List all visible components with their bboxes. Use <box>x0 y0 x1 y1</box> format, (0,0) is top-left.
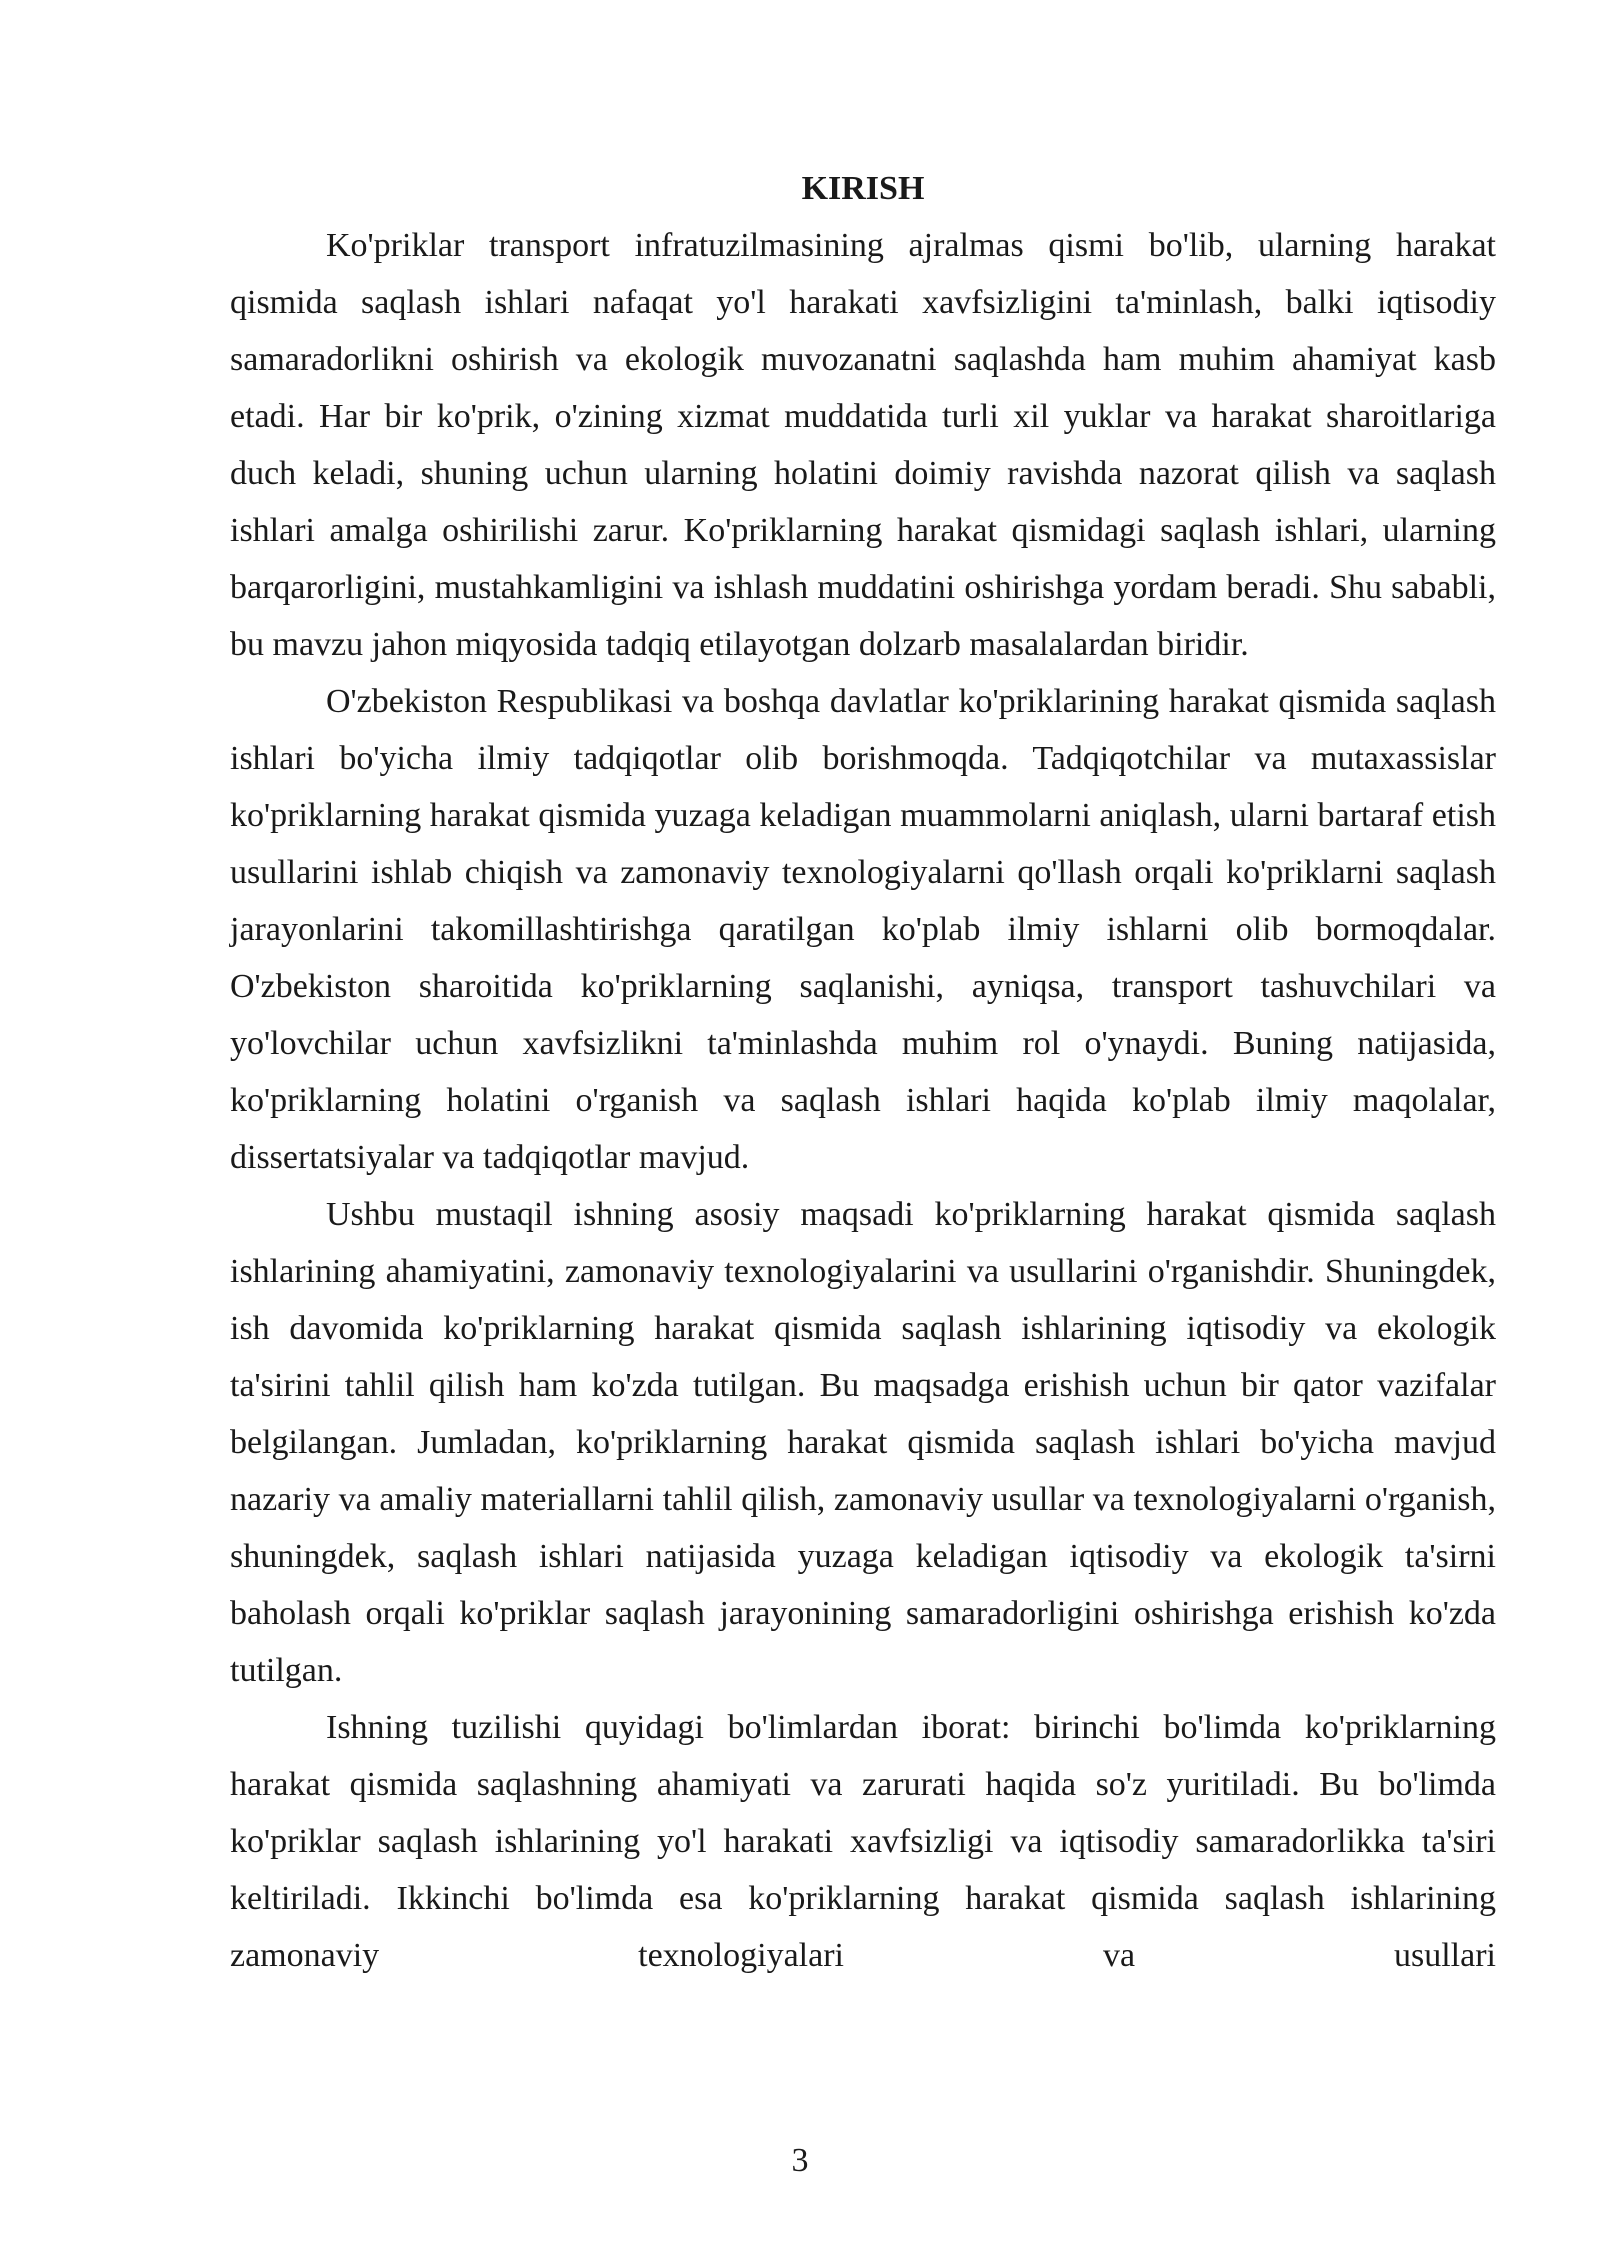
paragraph-4: Ishning tuzilishi quyidagi bo'limlardan iborat: birinchi bo'limda ko'priklarning harakat qismida saqlashning ahamiyati va zarurati haqida so'z yuritiladi. Bu bo'limda ko'priklar saqlash ishlarining yo'l harakati xavfsizligi va iqtisodiy samaradorlikka ta'siri keltiriladi. Ikkinchi bo'limda esa ko'priklarning harakat qismida saqlash ishlarining zamonaviy texnologiyalari va usullari <box>230 1709 1496 1974</box>
paragraph-2: O'zbekiston Respublikasi va boshqa davlatlar ko'priklarining harakat qismida saqlash ishlari bo'yicha ilmiy tadqiqotlar olib borishmoqda. Tadqiqotchilar va mutaxassislar ko'priklarning harakat qismida yuzaga keladigan muammolarni aniqlash, ularni bartaraf etish usullarini ishlab chiqish va zamonaviy texnologiyalarni qo'llash orqali ko'priklarni saqlash jarayonlarini takomillashtirishga qaratilgan ko'plab ilmiy ishlarni olib bormoqdalar. O'zbekiston sharoitida ko'priklarning saqlanishi, ayniqsa, transport tashuvchilari va yo'lovchilar uchun xavfsizlikni ta'minlashda muhim rol o'ynaydi. Buning natijasida, ko'priklarning holatini o'rganish va saqlash ishlari haqida ko'plab ilmiy maqolalar, dissertatsiyalar va tadqiqotlar mavjud. <box>230 683 1496 1176</box>
page-number: 3 <box>791 2142 809 2179</box>
document-title: KIRISH <box>801 170 925 207</box>
document-page <box>230 160 1496 1984</box>
paragraph-1: Ko'priklar transport infratuzilmasining ajralmas qismi bo'lib, ularning harakat qismida saqlash ishlari nafaqat yo'l harakati xavfsizligini ta'minlash, balki iqtisodiy samaradorlikni oshirish va ekologik muvozanatni saqlashda ham muhim ahamiyat kasb etadi. Har bir ko'prik, o'zining xizmat muddatida turli xil yuklar va harakat sharoitlariga duch keladi, shuning uchun ularning holatini doimiy ravishda nazorat qilish va saqlash ishlari amalga oshirilishi zarur. Ko'priklarning harakat qismidagi saqlash ishlari, ularning barqarorligini, mustahkamligini va ishlash muddatini oshirishga yordam beradi. Shu sababli, bu mavzu jahon miqyosida tadqiq etilayotgan dolzarb masalalardan biridir. <box>230 227 1496 663</box>
paragraph-3: Ushbu mustaqil ishning asosiy maqsadi ko'priklarning harakat qismida saqlash ishlarining ahamiyatini, zamonaviy texnologiyalarini va usullarini o'rganishdir. Shuningdek, ish davomida ko'priklarning harakat qismida saqlash ishlarining iqtisodiy va ekologik ta'sirini tahlil qilish ham ko'zda tutilgan. Bu maqsadga erishish uchun bir qator vazifalar belgilangan. Jumladan, ko'priklarning harakat qismida saqlash ishlari bo'yicha mavjud nazariy va amaliy materiallarni tahlil qilish, zamonaviy usullar va texnologiyalarni o'rganish, shuningdek, saqlash ishlari natijasida yuzaga keladigan iqtisodiy va ekologik ta'sirni baholash orqali ko'priklar saqlash jarayonining samaradorligini oshirishga erishish ko'zda tutilgan. <box>230 1196 1496 1689</box>
